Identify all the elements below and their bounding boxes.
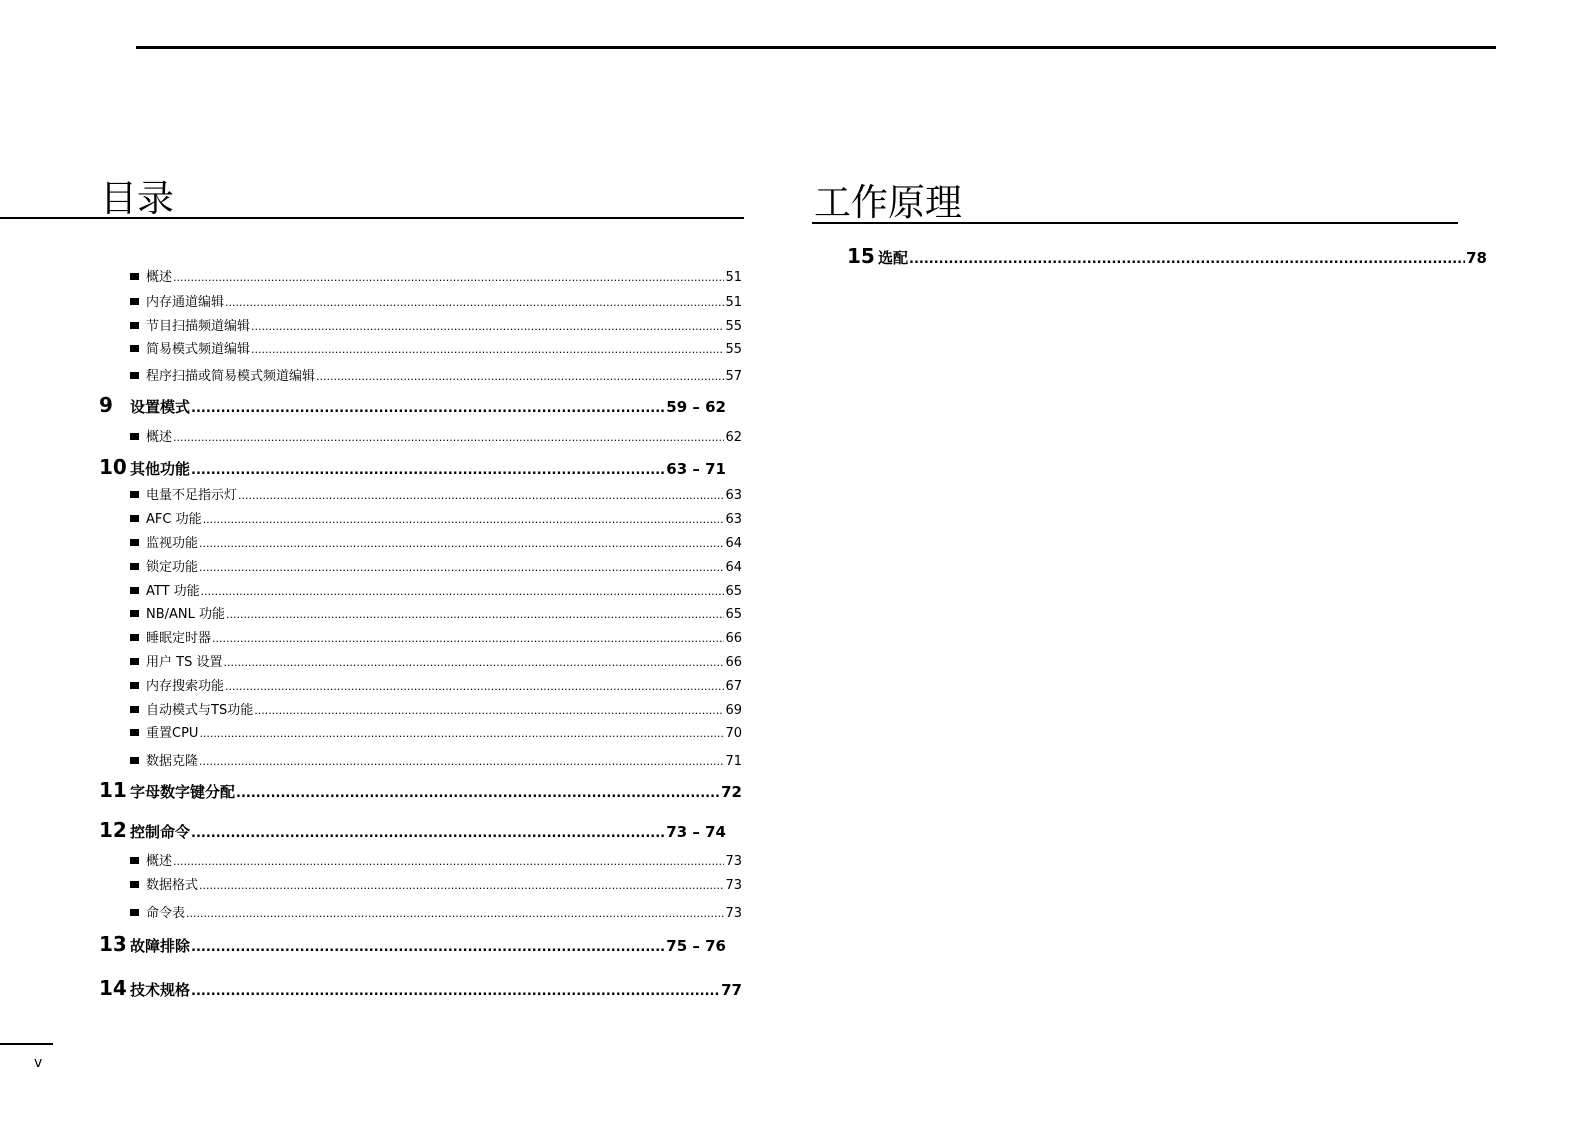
toc-title-rule	[0, 217, 744, 219]
entry-page: 65	[725, 607, 742, 622]
chapter-page: 77	[721, 981, 742, 999]
entry-label: 睡眠定时器	[146, 631, 212, 646]
dot-leader	[223, 656, 724, 669]
principle-title-rule	[812, 222, 1458, 224]
bullet-icon	[130, 729, 139, 736]
entry-page: 55	[725, 342, 742, 357]
toc-entry[interactable]	[130, 750, 742, 769]
dot-leader	[225, 680, 724, 693]
dot-leader	[251, 320, 724, 333]
toc-chapter[interactable]	[99, 818, 726, 842]
dot-leader	[191, 826, 665, 841]
toc-entry[interactable]	[130, 850, 742, 869]
chapter-number: 13	[99, 932, 127, 956]
toc-chapter[interactable]	[99, 932, 726, 956]
dot-leader	[226, 608, 724, 621]
chapter-label: 技术规格	[130, 981, 191, 999]
chapter-number: 9	[99, 393, 113, 417]
entry-label: 电量不足指示灯	[146, 488, 238, 503]
toc-entry[interactable]	[130, 580, 742, 599]
entry-page: 73	[725, 854, 742, 869]
chapter-page: 72	[721, 783, 742, 801]
entry-page: 64	[725, 536, 742, 551]
chapter-number: 11	[99, 778, 127, 802]
toc-entry[interactable]	[130, 365, 742, 384]
entry-page: 65	[725, 584, 742, 599]
entry-label: 命令表	[146, 906, 186, 921]
toc-chapter[interactable]	[99, 455, 726, 479]
bullet-icon	[130, 634, 139, 641]
toc-entry[interactable]	[130, 699, 742, 718]
chapter-number: 12	[99, 818, 127, 842]
chapter-label: 字母数字键分配	[130, 783, 236, 801]
chapter-label: 控制命令	[130, 823, 191, 841]
chapter-number: 14	[99, 976, 127, 1000]
entry-page: 67	[725, 679, 742, 694]
dot-leader	[212, 632, 724, 645]
bullet-icon	[130, 909, 139, 916]
principle-title: 工作原理	[814, 181, 962, 224]
dot-leader	[236, 786, 720, 801]
bullet-icon	[130, 491, 139, 498]
entry-label: ATT 功能	[146, 584, 200, 599]
chapter-number: 15	[847, 244, 875, 268]
dot-leader	[173, 271, 724, 284]
dot-leader	[199, 755, 724, 768]
toc-entry[interactable]	[130, 902, 742, 921]
entry-label: 内存搜索功能	[146, 679, 225, 694]
entry-page: 70	[725, 726, 742, 741]
bullet-icon	[130, 372, 139, 379]
toc-entry[interactable]	[130, 532, 742, 551]
toc-entry[interactable]	[130, 266, 742, 285]
entry-label: 监视功能	[146, 536, 199, 551]
chapter-label: 故障排除	[130, 937, 191, 955]
toc-chapter[interactable]	[847, 244, 1487, 268]
bullet-icon	[130, 610, 139, 617]
entry-page: 66	[725, 655, 742, 670]
chapter-page: 75 – 76	[666, 937, 726, 955]
chapter-page: 78	[1466, 249, 1487, 267]
dot-leader	[191, 401, 665, 416]
dot-leader	[191, 463, 665, 478]
dot-leader	[199, 537, 724, 550]
bullet-icon	[130, 563, 139, 570]
toc-entry[interactable]	[130, 874, 742, 893]
dot-leader	[909, 252, 1465, 267]
chapter-label: 其他功能	[130, 460, 191, 478]
toc-entry[interactable]	[130, 426, 742, 445]
toc-entry[interactable]	[130, 651, 742, 670]
bullet-icon	[130, 706, 139, 713]
dot-leader	[254, 704, 724, 717]
bullet-icon	[130, 539, 139, 546]
entry-page: 55	[725, 319, 742, 334]
toc-entry[interactable]	[130, 291, 742, 310]
toc-entry[interactable]	[130, 484, 742, 503]
entry-label: 简易模式频道编辑	[146, 342, 251, 357]
entry-page: 51	[725, 295, 742, 310]
entry-page: 71	[725, 754, 742, 769]
dot-leader	[201, 585, 725, 598]
entry-label: 节目扫描频道编辑	[146, 319, 251, 334]
bullet-icon	[130, 857, 139, 864]
toc-chapter[interactable]	[99, 778, 742, 802]
bullet-icon	[130, 345, 139, 352]
entry-label: 用户 TS 设置	[146, 655, 223, 670]
entry-page: 57	[725, 369, 742, 384]
toc-entry[interactable]	[130, 315, 742, 334]
entry-page: 69	[725, 703, 742, 718]
entry-label: 内存通道编辑	[146, 295, 225, 310]
entry-label: 概述	[146, 430, 173, 445]
toc-entry[interactable]	[130, 508, 742, 527]
bullet-icon	[130, 757, 139, 764]
dot-leader	[225, 296, 724, 309]
bullet-icon	[130, 298, 139, 305]
entry-page: 51	[725, 270, 742, 285]
toc-entry[interactable]	[130, 556, 742, 575]
dot-leader	[199, 879, 724, 892]
chapter-label: 设置模式	[130, 398, 191, 416]
entry-label: NB/ANL 功能	[146, 607, 226, 622]
chapter-page: 63 – 71	[666, 460, 726, 478]
toc-chapter[interactable]	[99, 976, 742, 1000]
entry-page: 73	[725, 906, 742, 921]
toc-entry[interactable]	[130, 675, 742, 694]
toc-title: 目录	[100, 177, 174, 220]
dot-leader	[186, 907, 724, 920]
bullet-icon	[130, 433, 139, 440]
toc-entry[interactable]	[130, 603, 742, 622]
bullet-icon	[130, 682, 139, 689]
chapter-page: 73 – 74	[666, 823, 726, 841]
toc-entry[interactable]	[130, 627, 742, 646]
dot-leader	[173, 855, 724, 868]
header-rule	[136, 46, 1496, 49]
entry-page: 63	[725, 512, 742, 527]
entry-label: 锁定功能	[146, 560, 199, 575]
chapter-number: 10	[99, 455, 127, 479]
dot-leader	[191, 940, 665, 955]
entry-label: 数据格式	[146, 878, 199, 893]
entry-page: 73	[725, 878, 742, 893]
chapter-page: 59 – 62	[666, 398, 726, 416]
bullet-icon	[130, 273, 139, 280]
dot-leader	[199, 561, 724, 574]
dot-leader	[316, 370, 724, 383]
dot-leader	[199, 727, 724, 740]
dot-leader	[251, 343, 724, 356]
dot-leader	[191, 984, 720, 999]
toc-entry[interactable]	[130, 722, 742, 741]
entry-page: 64	[725, 560, 742, 575]
bullet-icon	[130, 881, 139, 888]
entry-label: AFC 功能	[146, 512, 202, 527]
bullet-icon	[130, 587, 139, 594]
entry-label: 程序扫描或简易模式频道编辑	[146, 369, 316, 384]
entry-label: 重置CPU	[146, 726, 199, 741]
entry-page: 63	[725, 488, 742, 503]
entry-page: 62	[725, 430, 742, 445]
entry-label: 概述	[146, 270, 173, 285]
dot-leader	[173, 431, 724, 444]
entry-label: 概述	[146, 854, 173, 869]
toc-entry[interactable]	[130, 338, 742, 357]
toc-chapter[interactable]	[99, 393, 726, 417]
footer-rule	[0, 1043, 53, 1045]
dot-leader	[203, 513, 725, 526]
page-number: v	[34, 1055, 43, 1071]
entry-label: 自动模式与TS功能	[146, 703, 254, 718]
bullet-icon	[130, 322, 139, 329]
bullet-icon	[130, 658, 139, 665]
entry-page: 66	[725, 631, 742, 646]
dot-leader	[238, 489, 724, 502]
bullet-icon	[130, 515, 139, 522]
chapter-label: 选配	[878, 249, 909, 267]
entry-label: 数据克隆	[146, 754, 199, 769]
